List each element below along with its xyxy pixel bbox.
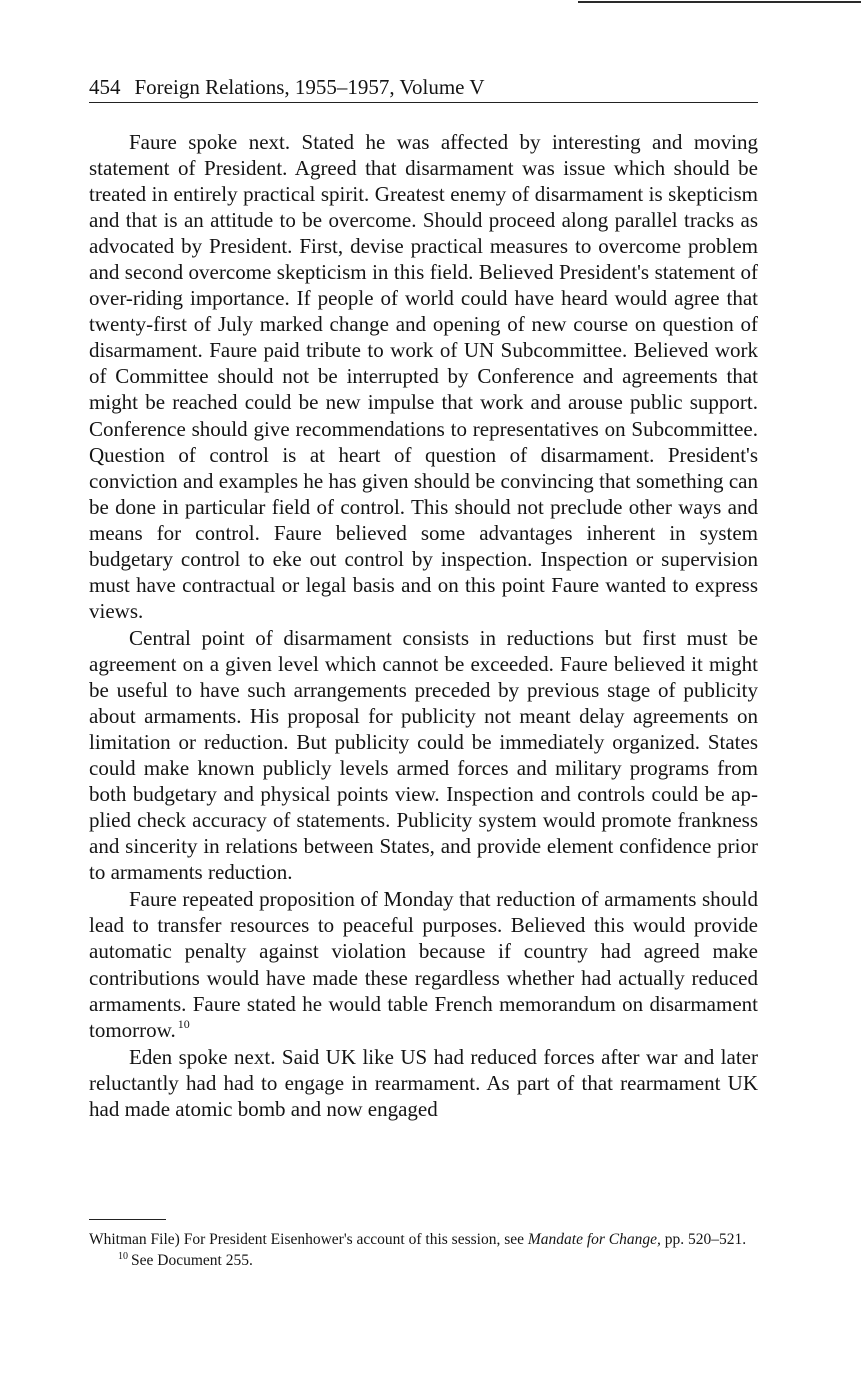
footnote-continued-text: Whitman File) For President Eisenhower's account of this session, see bbox=[89, 1231, 528, 1248]
running-header bbox=[89, 74, 758, 103]
paragraph-faure-proposition bbox=[89, 886, 758, 1042]
paragraph-disarmament-publicity: Central point of disarmament consists in reductions but first must be agreement on a given level which cannot be exceeded. Faure believed it might be useful to have such arrangements preceded by previous stage of publicity about armaments. His proposal for publicity not meant delay agreements on limitation or reduction. But publicity could be immediately organized. States could make known publicly levels armed forces and military programs from both budgetary and physical points view. Inspection and controls could be applied check accuracy of statements. Publicity system would promote frankness and sincerity in relations between States, and provide element confidence prior to armaments reduction. bbox=[89, 625, 758, 885]
main-text bbox=[89, 129, 758, 1122]
footnotes bbox=[89, 1229, 758, 1271]
footnote-10 bbox=[89, 1250, 758, 1271]
paragraph-faure-opening: Faure spoke next. Stated he was affected by interesting and moving statement of President. Agreed that disarmament was issue which should be treated in entirely practical spirit. Greatest enemy of disarmament is skepticism and that is an attitude to be overcome. Should proceed along parallel tracks as advocated by President. First, devise practical measures to overcome problem and second overcome skepticism in this field. Believed President's statement of over-riding importance. If people of world could have heard would agree that twenty-first of July marked change and opening of new course on question of disarmament. Faure paid tribute to work of UN Subcommittee. Believed work of Committee should not be interrupted by Conference and agreements that might be reached could be new impulse that work and arouse public support. Conference should give recommendations to representatives on Subcommittee. Question of control is at heart of question of disarmament. President's conviction and examples he has given should be convincing that something can be done in particular field of control. This should not preclude other ways and means for control. Faure believed some advantages inherent in system budgetary control to eke out control by inspection. Inspection or supervision must have contractual or legal basis and on this point Faure wanted to express views. bbox=[89, 130, 758, 623]
footnote-10-number: 10 bbox=[118, 1251, 128, 1262]
paragraph-eden: Eden spoke next. Said UK like US had reduced forces after war and later reluctantly had had to engage in rearmament. As part of that rearmament UK had made atomic bomb and now engaged bbox=[89, 1044, 758, 1121]
footnote-reference-10[interactable]: 10 bbox=[177, 1016, 190, 1031]
footnote-10-text: See Document 255. bbox=[131, 1252, 253, 1269]
page-number: 454 bbox=[89, 75, 121, 99]
book-title: Mandate for Change, bbox=[527, 1231, 661, 1248]
running-title: Foreign Relations, 1955–1957, Volume V bbox=[134, 75, 485, 99]
footnote-continued bbox=[89, 1229, 758, 1250]
footnote-continued-pages: pp. 520–521. bbox=[660, 1231, 747, 1248]
top-edge-rule bbox=[578, 1, 861, 3]
footnote-divider bbox=[89, 1219, 166, 1220]
paragraph-faure-proposition-text: Faure repeated proposition of Monday that reduction of armaments should lead to transfer resources to peaceful purposes. Believed this would provide automatic penalty against violation because if country had agreed make contributions would have made these regardless whether had actually reduced armaments. Faure stated he would table French memorandum on disarmament tomorrow. bbox=[89, 887, 758, 1042]
